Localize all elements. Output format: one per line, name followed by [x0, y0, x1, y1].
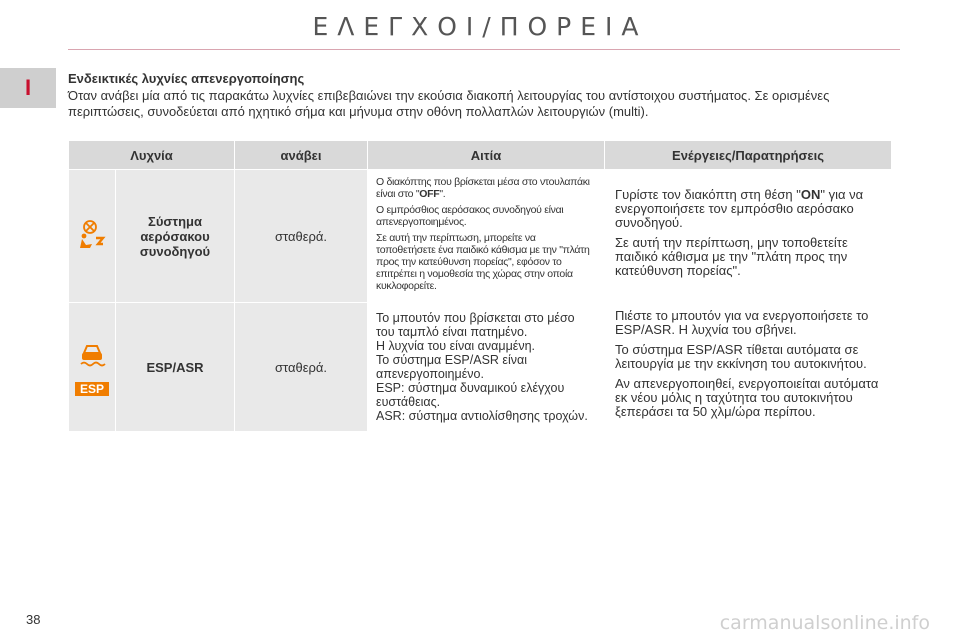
header-lamp: Λυχνία	[69, 141, 235, 170]
cause-paragraph	[376, 176, 596, 200]
lamp-name: Σύστημα αερόσακου συνοδηγού	[116, 170, 235, 303]
action-paragraph: Σε αυτή την περίπτωση, μην τοποθετείτε παιδικό κάθισμα με την "πλάτη προς την κατεύθυνση πορείας".	[615, 235, 848, 278]
lamp-icon-cell	[69, 303, 116, 432]
lamp-actions	[605, 303, 892, 432]
header-actions: Ενέργειες/Παρατηρήσεις	[605, 141, 892, 170]
page-number: 38	[26, 612, 41, 627]
warning-lamps-table	[68, 140, 892, 432]
cause-text: Ο διακόπτης που βρίσκεται μέσα στο ντουλαπάκι είναι στο "	[376, 176, 590, 200]
off-label: OFF	[419, 188, 440, 200]
table-row	[69, 170, 892, 303]
cause-line: ASR: σύστημα αντιολίσθησης τροχών.	[376, 409, 588, 423]
esp-icon-label: ESP	[75, 382, 109, 396]
lamp-cause	[368, 303, 605, 432]
action-text: Γυρίστε τον διακόπτη στη θέση "	[615, 187, 801, 202]
header-cause: Αιτία	[368, 141, 605, 170]
lamp-icon-cell	[69, 170, 116, 303]
lamp-state: σταθερά.	[235, 303, 368, 432]
cause-paragraph: Ο εμπρόσθιος αερόσακος συνοδηγού είναι απενεργοποιημένος.	[376, 204, 564, 228]
action-paragraph: Αν απενεργοποιηθεί, ενεργοποιείται αυτόματα εκ νέου μόλις η ταχύτητα του αυτοκινήτου ξεπεράσει τα 50 χλμ/ώρα περίπου.	[615, 376, 879, 419]
on-label: ON	[800, 187, 821, 202]
action-text: " για να ενεργοποιήσετε τον εμπρόσθιο αερόσακο συνοδηγού.	[615, 187, 864, 230]
cause-line: Η λυχνία του είναι αναμμένη.	[376, 339, 536, 353]
action-paragraph: Το σύστημα ESP/ASR τίθεται αυτόματα σε λειτουργία με την εκκίνηση του αυτοκινήτου.	[615, 342, 867, 371]
cause-paragraph: Σε αυτή την περίπτωση, μπορείτε να τοποθετήσετε ένα παιδικό κάθισμα με την "πλάτη προς την κατεύθυνση πορείας", εφόσον το επιτρέπει η νομοθεσία της χώρας στην οποία κυκλοφορείτε.	[376, 232, 590, 292]
cause-line: ESP: σύστημα δυναμικού ελέγχου ευστάθειας.	[376, 381, 565, 409]
lamp-state: σταθερά.	[235, 170, 368, 303]
lamp-name: ESP/ASR	[116, 303, 235, 432]
intro-paragraph: Όταν ανάβει μία από τις παρακάτω λυχνίες επιβεβαιώνει την εκούσια διακοπή λειτουργίας του αντίστοιχου συστήματος. Σε ορισμένες περιπτώσεις, συνοδεύεται από ηχητικό σήμα και μήνυμα στην οθόνη πολλαπλών λειτουργιών (multi).	[68, 88, 830, 119]
lamp-cause	[368, 170, 605, 303]
chapter-tab	[0, 68, 56, 108]
table-row	[69, 303, 892, 432]
action-paragraph	[615, 188, 881, 230]
lamp-actions	[605, 170, 892, 303]
intro-section	[68, 71, 898, 120]
cause-line: Το σύστημα ESP/ASR είναι απενεργοποιημένο.	[376, 353, 528, 381]
action-paragraph: Πιέστε το μπουτόν για να ενεργοποιήσετε το ESP/ASR. Η λυχνία του σβήνει.	[615, 308, 869, 337]
cause-line: Το μπουτόν που βρίσκεται στο μέσο του ταμπλό είναι πατημένο.	[376, 311, 575, 339]
table-header-row	[69, 141, 892, 170]
chapter-tab-label: I	[24, 75, 32, 100]
page-title: ΕΛΕΓΧΟΙ/ΠΟΡΕΙΑ	[312, 12, 648, 41]
watermark: carmanualsonline.info	[719, 612, 930, 634]
esp-off-icon	[70, 367, 114, 396]
airbag-off-icon	[75, 240, 109, 255]
cause-text: ".	[439, 188, 446, 200]
header-state: ανάβει	[235, 141, 368, 170]
header-divider	[68, 49, 900, 50]
section-heading: Ενδεικτικές λυχνίες απενεργοποίησης	[68, 71, 305, 86]
